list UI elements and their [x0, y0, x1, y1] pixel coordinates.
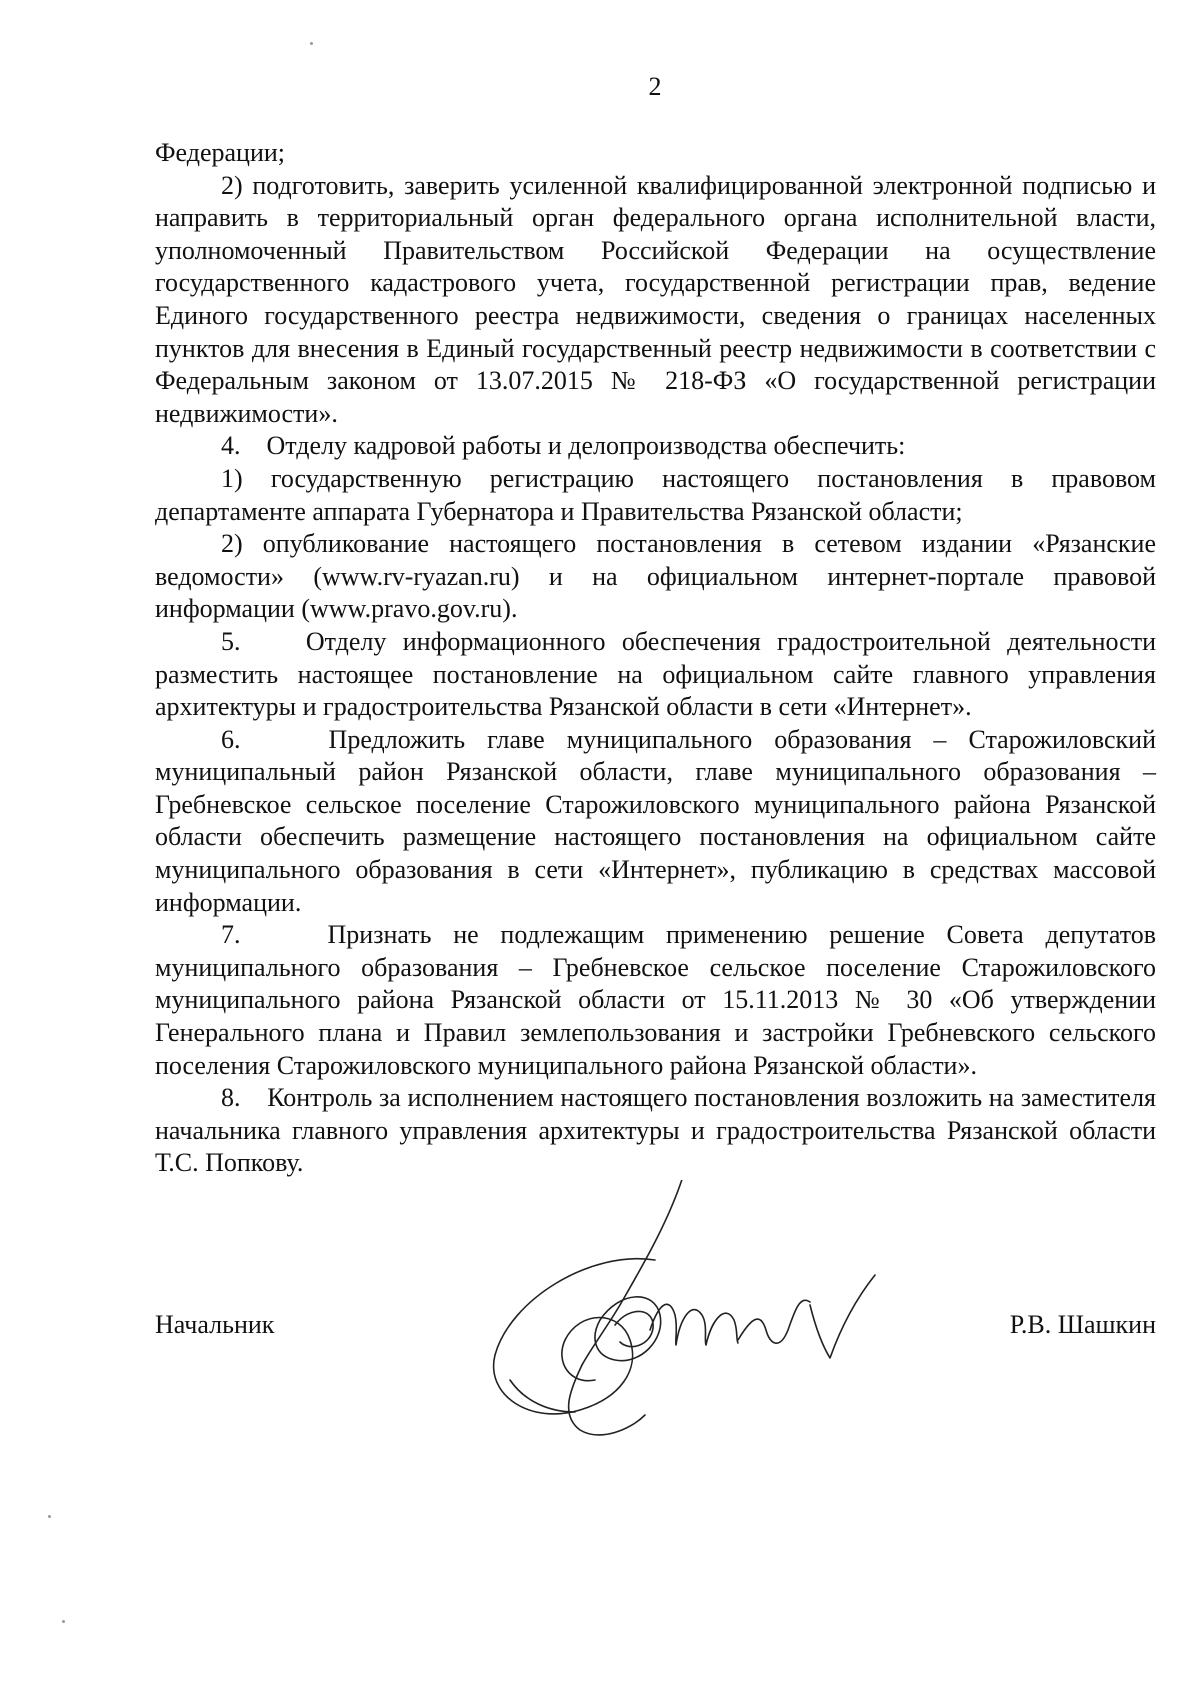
paragraph-continuation: Федерации; [155, 138, 286, 167]
scan-speck [48, 1515, 51, 1518]
paragraph-item-4-1: 1) государственную регистрацию настоящего постановления в правовом департаменте аппарата Губернатора и Правительства Рязанской области; [155, 463, 1156, 526]
paragraph-item-4-2: 2) опубликование настоящего постановления в сетевом издании «Рязанские ведомости» (www.rv-ryazan.ru) и на официальном интернет-портале правовой информации (www.pravo.gov.ru). [155, 529, 1156, 624]
paragraph-item-5: 5. Отделу информационного обеспечения градостроительной деятельности разместить настоящее постановление на официальном сайте главного управления архитектуры и градостроительства Рязанской области в сети «Интернет». [155, 626, 1156, 722]
page-number: 2 [648, 72, 662, 101]
signatory-title: Начальник [155, 1310, 275, 1339]
paragraph-item-4: 4. Отделу кадровой работы и делопроизводства обеспечить: [221, 431, 906, 461]
paragraph-item-2: 2) подготовить, заверить усиленной квалифицированной электронной подписью и направить в территориальный орган федерального органа исполнительной власти, уполномоченный Правительством Российской Федерации на осуществление государственного кадастрового учета, государственной регистрации прав, ведение Единого государственного реестра недвижимости, сведения о границах населенных пунктов для внесения в Единый государственный реестр недвижимости в соответствии с Федеральным законом от 13.07.2015 № 218-ФЗ «О государственной регистрации недвижимости». [155, 170, 1156, 428]
document-body [155, 137, 1156, 1180]
paragraph-item-8: 8. Контроль за исполнением настоящего постановления возложить на заместителя начальника главного управления архитектуры и градостроительства Рязанской области Т.С. Попкову. [155, 1083, 1156, 1178]
signatory-name: Р.В. Шашкин [1009, 1310, 1156, 1339]
scan-speck [310, 42, 313, 45]
scan-speck [62, 1620, 65, 1623]
signature-block [155, 1310, 1156, 1350]
paragraph-item-7: 7. Признать не подлежащим применению решение Совета депутатов муниципального образования – Гребневское сельское поселение Старожиловского муниципального района Рязанской области от 15.11.2013 № 30 «Об утверждении Генерального плана и Правил землепользования и застройки Гребневского сельского поселения Старожиловского муниципального района Рязанской области». [155, 920, 1156, 1080]
paragraph-item-6: 6. Предложить главе муниципального образования – Старожиловский муниципальный район Рязанской области, главе муниципального образования – Гребневское сельское поселение Старожиловского муниципального района Рязанской области обеспечить размещение настоящего постановления на официальном сайте муниципального образования в сети «Интернет», публикацию в средствах массовой информации. [155, 724, 1156, 917]
